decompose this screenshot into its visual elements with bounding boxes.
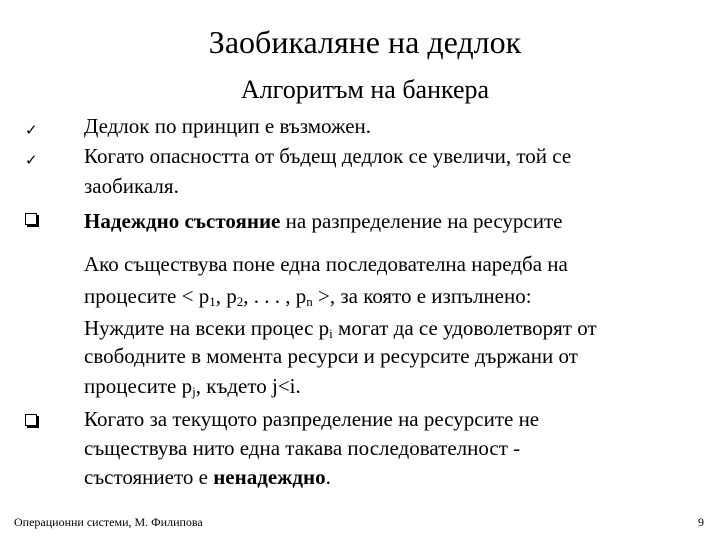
subscript-j: j: [192, 384, 196, 399]
definition-line-1: Ако съществува поне една последователна наредба на: [84, 252, 568, 276]
definition-line-2: [84, 282, 532, 310]
def-text: процесите p: [84, 374, 193, 398]
bullet-3-rest: на разпределение на ресурсите: [280, 209, 563, 233]
last-bullet-line-1: Когато за текущото разпределение на ресурсите не: [84, 407, 540, 431]
def-text: Нуждите на всеки процес p: [84, 316, 330, 340]
bullet-text-2-line2: заобикаля.: [84, 174, 179, 198]
subscript-i: i: [329, 326, 333, 341]
square-icon: [25, 213, 37, 225]
bullet-text-3: [84, 207, 562, 235]
def-text: могат да се удоволетворят от: [332, 316, 597, 340]
def-text: , където j<i.: [195, 374, 301, 398]
square-bullet: [25, 414, 39, 430]
last-bullet-line-3: [84, 463, 331, 491]
square-icon: [25, 414, 37, 426]
bullet-3-bold: Надеждно състояние: [84, 209, 281, 233]
square-bullet: [25, 213, 39, 229]
def-text: , . . . , p: [243, 284, 307, 308]
def-text: , p: [215, 284, 237, 308]
def-text: процесите < p: [84, 284, 210, 308]
subscript-1: 1: [209, 294, 216, 309]
footer-text: Операционни системи, М. Филипова: [14, 515, 203, 529]
definition-line-4: свободните в момента ресурси и ресурсите държани от: [84, 344, 578, 368]
last-bold: ненадеждно: [213, 465, 326, 489]
check-icon: ✓: [25, 151, 38, 169]
slide-subtitle: Алгоритъм на банкера: [240, 75, 490, 104]
check-icon: ✓: [25, 121, 38, 139]
definition-line-5: [84, 372, 301, 400]
definition-line-3: [84, 314, 597, 342]
page-number: 9: [698, 515, 704, 529]
last-text: състоянието е: [84, 465, 214, 489]
def-text: >, за която е изпълнено:: [312, 284, 532, 308]
subscript-n: n: [306, 294, 313, 309]
last-bullet-line-2: съществува нито една такава последователност -: [84, 436, 521, 460]
bullet-text-1: Дедлок по принцип е възможен.: [84, 114, 372, 138]
bullet-text-2-line1: Когато опасността от бъдещ дедлок се увеличи, той се: [84, 144, 572, 168]
last-text: .: [325, 465, 331, 489]
subscript-2: 2: [236, 294, 244, 309]
slide-title: Заобикаляне на дедлок: [208, 24, 522, 60]
